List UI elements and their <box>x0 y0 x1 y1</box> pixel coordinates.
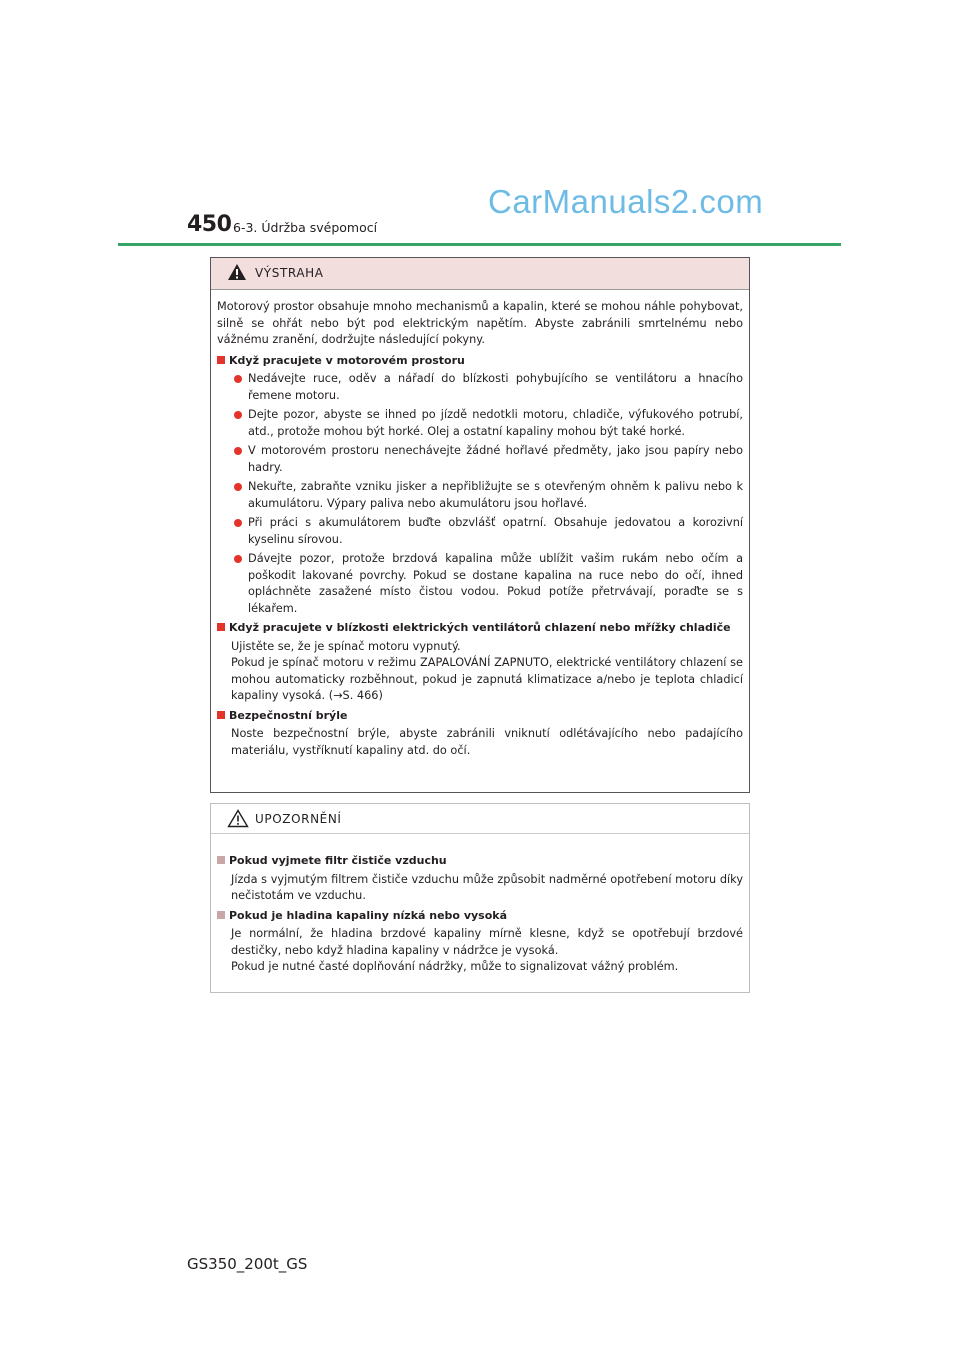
list-item: Nekuřte, zabraňte vzniku jisker a nepřibližujte se s otevřeným ohněm k palivu nebo k akumulátoru. Výpary paliva nebo akumulátoru jsou hořlavé. <box>217 479 743 512</box>
warning-heading-glasses: Bezpečnostní brýle <box>217 708 743 725</box>
warning-triangle-icon <box>227 263 247 281</box>
warning-header <box>211 258 749 290</box>
red-square-icon <box>217 711 225 719</box>
warning-box <box>210 257 750 793</box>
watermark[interactable]: CarManuals2.com <box>488 183 764 220</box>
caution-heading-filter: Pokud vyjmete filtr čističe vzduchu <box>217 853 743 870</box>
list-item: Nedávejte ruce, oděv a nářadí do blízkosti pohybujícího se ventilátoru a hnacího řemene motoru. <box>217 371 743 404</box>
caution-triangle-icon <box>227 809 249 828</box>
caution-header <box>211 804 749 834</box>
list-item: V motorovém prostoru nenechávejte žádné hořlavé předměty, jako jsou papíry nebo hadry. <box>217 443 743 476</box>
caution-heading-fluid: Pokud je hladina kapaliny nízká nebo vysoká <box>217 908 743 925</box>
bullet-icon <box>234 483 242 491</box>
section-title: 6-3. Údržba svépomocí <box>233 220 378 235</box>
caution-box <box>210 803 750 993</box>
bullet-icon <box>234 447 242 455</box>
warning-intro: Motorový prostor obsahuje mnoho mechanismů a kapalin, které se mohou náhle pohybovat, silně se ohřát nebo být pod elektrickým napětím. Abyste zabránili smrtelnému nebo vážnému zranění, dodržujte následující pokyny. <box>217 300 743 346</box>
list-item: Při práci s akumulátorem buďte obzvlášť opatrní. Obsahuje jedovatou a korozivní kyselinu sírovou. <box>217 515 743 548</box>
red-square-icon <box>217 356 225 364</box>
warning-title: VÝSTRAHA <box>255 266 324 280</box>
warning-heading-engine: Když pracujete v motorovém prostoru <box>217 353 743 370</box>
pink-square-icon <box>217 856 225 864</box>
glasses-text: Noste bezpečnostní brýle, abyste zabránili vniknutí odlétávajícího nebo padajícího materiálu, vystříknutí kapaliny atd. do očí. <box>231 727 743 757</box>
bullet-icon <box>234 519 242 527</box>
filter-text: Jízda s vyjmutým filtrem čističe vzduchu může způsobit nadměrné opotřebení motoru díky nečistotám ve vzduchu. <box>231 872 743 902</box>
fluid-text-1: Je normální, že hladina brzdové kapaliny mírně klesne, když se opotřebují brzdové destičky, nebo když hladina kapaliny v nádržce je vysoká. <box>231 927 743 957</box>
caution-title: UPOZORNĚNÍ <box>255 812 342 826</box>
list-item: Dejte pozor, abyste se ihned po jízdě nedotkli motoru, chladiče, výfukového potrubí, atd., protože mohou být horké. Olej a ostatní kapaliny mohou být také horké. <box>217 407 743 440</box>
header-rule <box>118 243 841 246</box>
bullet-icon <box>234 375 242 383</box>
fans-text-2: Pokud je spínač motoru v režimu ZAPALOVÁNÍ ZAPNUTO, elektrické ventilátory chlazení se mohou automaticky rozběhnout, pokud je zapnutá klimatizace a/nebo je teplota chladicí kapaliny vysoká. (→S. 466) <box>231 656 743 702</box>
pink-square-icon <box>217 911 225 919</box>
warning-heading-fans: Když pracujete v blízkosti elektrických ventilátorů chlazení nebo mřížky chladiče <box>217 620 743 637</box>
red-square-icon <box>217 623 225 631</box>
footer-model: GS350_200t_GS <box>187 1255 308 1273</box>
fans-text-1: Ujistěte se, že je spínač motoru vypnutý. <box>231 639 461 653</box>
bullet-icon <box>234 555 242 563</box>
fluid-text-2: Pokud je nutné časté doplňování nádržky, může to signalizovat vážný problém. <box>231 960 679 973</box>
bullet-icon <box>234 411 242 419</box>
page-number: 450 <box>187 212 232 237</box>
list-item: Dávejte pozor, protože brzdová kapalina může ublížit vašim rukám nebo očím a poškodit lakované povrchy. Pokud se dostane kapalina na ruce nebo do očí, ihned opláchněte zasažené místo čistou vodou. Pokud potíže přetrvávají, poraďte se s lékařem. <box>217 551 743 617</box>
